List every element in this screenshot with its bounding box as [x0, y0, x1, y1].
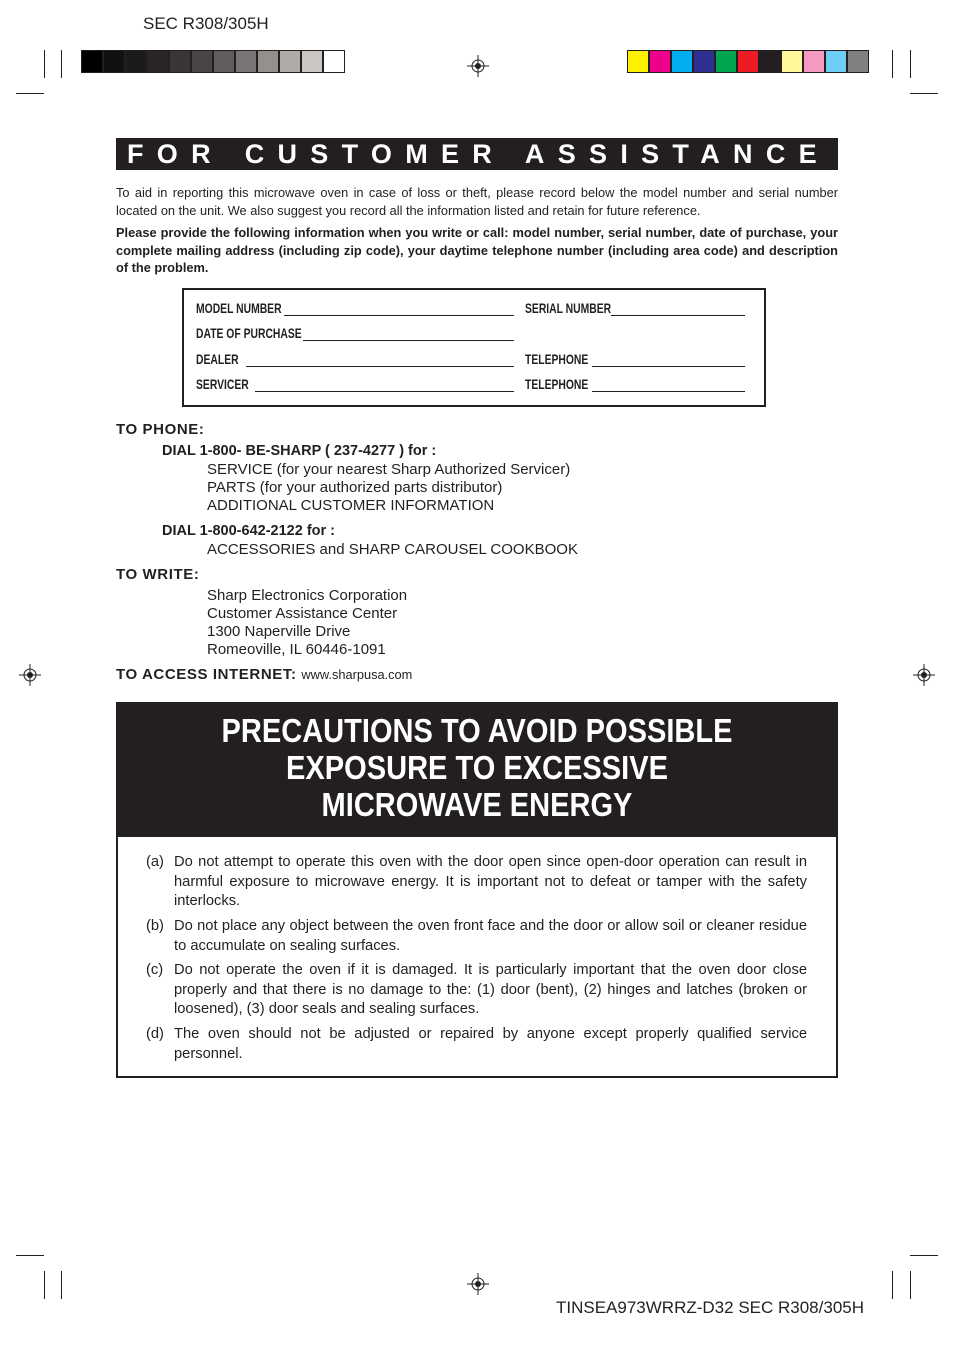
- dial-accessories: DIAL 1-800-642-2122 for :: [162, 523, 336, 539]
- footer-model-code: TINSEA973WRRZ-D32 SEC R308/305H: [556, 1298, 865, 1317]
- precaution-text: Do not place any object between the oven front face and the door or allow soil or cleaner residue to accumulate on sealing surfaces.: [174, 918, 807, 954]
- dealer-line: [246, 366, 514, 367]
- to-write-heading: TO WRITE:: [116, 566, 200, 583]
- to-phone-heading: TO PHONE:: [116, 421, 205, 438]
- precaution-text: The oven should not be adjusted or repaired by anyone except properly qualified service personnel.: [174, 1026, 807, 1062]
- precaution-item: [146, 853, 807, 912]
- calibration-swatch: [694, 51, 714, 72]
- calibration-swatch: [716, 51, 736, 72]
- servicer-telephone-line: [592, 391, 745, 392]
- servicer-line: [255, 391, 514, 392]
- calibration-swatch: [104, 51, 124, 72]
- registration-mark-icon: [19, 664, 41, 686]
- calibration-swatch: [236, 51, 256, 72]
- intro-paragraph: To aid in reporting this microwave oven in case of loss or theft, please record below the model number and serial number located on the unit. We also suggest you record all the information listed and retain for future reference.: [116, 185, 838, 218]
- phone-accessories-line: ACCESSORIES and SHARP CAROUSEL COOKBOOK: [207, 541, 578, 558]
- calibration-swatch: [258, 51, 278, 72]
- calibration-swatch: [302, 51, 322, 72]
- calibration-swatch: [650, 51, 670, 72]
- dealer-telephone-line: [592, 366, 745, 367]
- precautions-title-line: PRECAUTIONS TO AVOID POSSIBLE: [221, 712, 733, 749]
- model-number-label: MODEL NUMBER: [196, 300, 282, 316]
- calibration-swatch: [672, 51, 692, 72]
- internet-row: [116, 666, 412, 683]
- header-model-code: SEC R308/305H: [143, 14, 269, 33]
- calibration-swatch: [848, 51, 868, 72]
- dial-be-sharp: DIAL 1-800- BE-SHARP ( 237-4277 ) for :: [162, 443, 437, 459]
- calibration-swatch: [782, 51, 802, 72]
- precaution-item: [146, 961, 807, 1020]
- precautions-title-line: EXPOSURE TO EXCESSIVE: [286, 749, 668, 786]
- registration-mark-icon: [467, 1273, 489, 1295]
- precaution-item: [146, 917, 807, 956]
- precautions-title: [161, 712, 793, 823]
- model-number-line: [284, 315, 514, 316]
- calibration-swatch: [170, 51, 190, 72]
- precaution-label: (a): [146, 854, 164, 870]
- phone-info-line: ADDITIONAL CUSTOMER INFORMATION: [207, 497, 495, 514]
- record-form-box: [182, 288, 766, 407]
- phone-parts-line: PARTS (for your authorized parts distributor): [207, 479, 503, 496]
- dealer-label: DEALER: [196, 351, 239, 367]
- calibration-swatch: [280, 51, 300, 72]
- precaution-label: (b): [146, 918, 164, 934]
- calibration-swatch: [804, 51, 824, 72]
- calibration-swatch: [826, 51, 846, 72]
- telephone-label: TELEPHONE: [525, 376, 589, 392]
- calibration-swatch: [760, 51, 780, 72]
- precautions-title-line: MICROWAVE ENERGY: [321, 786, 633, 823]
- website-url: www.sharpusa.com: [301, 667, 413, 682]
- calibration-swatch: [628, 51, 648, 72]
- registration-mark-icon: [913, 664, 935, 686]
- address-line: Customer Assistance Center: [207, 605, 398, 622]
- intro-bold-paragraph: Please provide the following information when you write or call: model number, serial number, date of purchase, your complete mailing address (including zip code), your daytime telephone number (including area code) and description of the problem.: [116, 225, 838, 275]
- calibration-swatch: [192, 51, 212, 72]
- assistance-title: FOR CUSTOMER ASSISTANCE: [127, 139, 830, 169]
- address-line: Sharp Electronics Corporation: [207, 587, 408, 604]
- calibration-swatch: [126, 51, 146, 72]
- calibration-swatch: [214, 51, 234, 72]
- servicer-label: SERVICER: [196, 376, 249, 392]
- address-line: Romeoville, IL 60446-1091: [207, 641, 386, 658]
- precaution-label: (d): [146, 1026, 164, 1042]
- serial-number-label: SERIAL NUMBER: [525, 300, 612, 316]
- registration-mark-icon: [467, 55, 489, 77]
- precaution-text: Do not operate the oven if it is damaged. It is particularly important that the oven door close properly and that there is no damage to the: (1) door (bent), (2) hinges and latches (broken or loosened), (3) door seals and sealing surfaces.: [174, 962, 807, 1018]
- precaution-item: [146, 1025, 807, 1064]
- calibration-swatch: [738, 51, 758, 72]
- precaution-text: Do not attempt to operate this oven with the door open since open-door operation can result in harmful exposure to microwave energy. It is important not to defeat or tamper with the safety interlocks.: [174, 854, 807, 910]
- telephone-label: TELEPHONE: [525, 351, 589, 367]
- to-access-internet-heading: TO ACCESS INTERNET:: [116, 666, 297, 683]
- serial-number-line: [611, 315, 745, 316]
- calibration-swatch: [148, 51, 168, 72]
- date-of-purchase-line: [303, 340, 514, 341]
- calibration-swatch: [82, 51, 102, 72]
- address-line: 1300 Naperville Drive: [207, 623, 351, 640]
- calibration-swatch: [324, 51, 344, 72]
- precaution-label: (c): [146, 962, 164, 978]
- date-of-purchase-label: DATE OF PURCHASE: [196, 325, 302, 341]
- phone-service-line: SERVICE (for your nearest Sharp Authorized Servicer): [207, 461, 571, 478]
